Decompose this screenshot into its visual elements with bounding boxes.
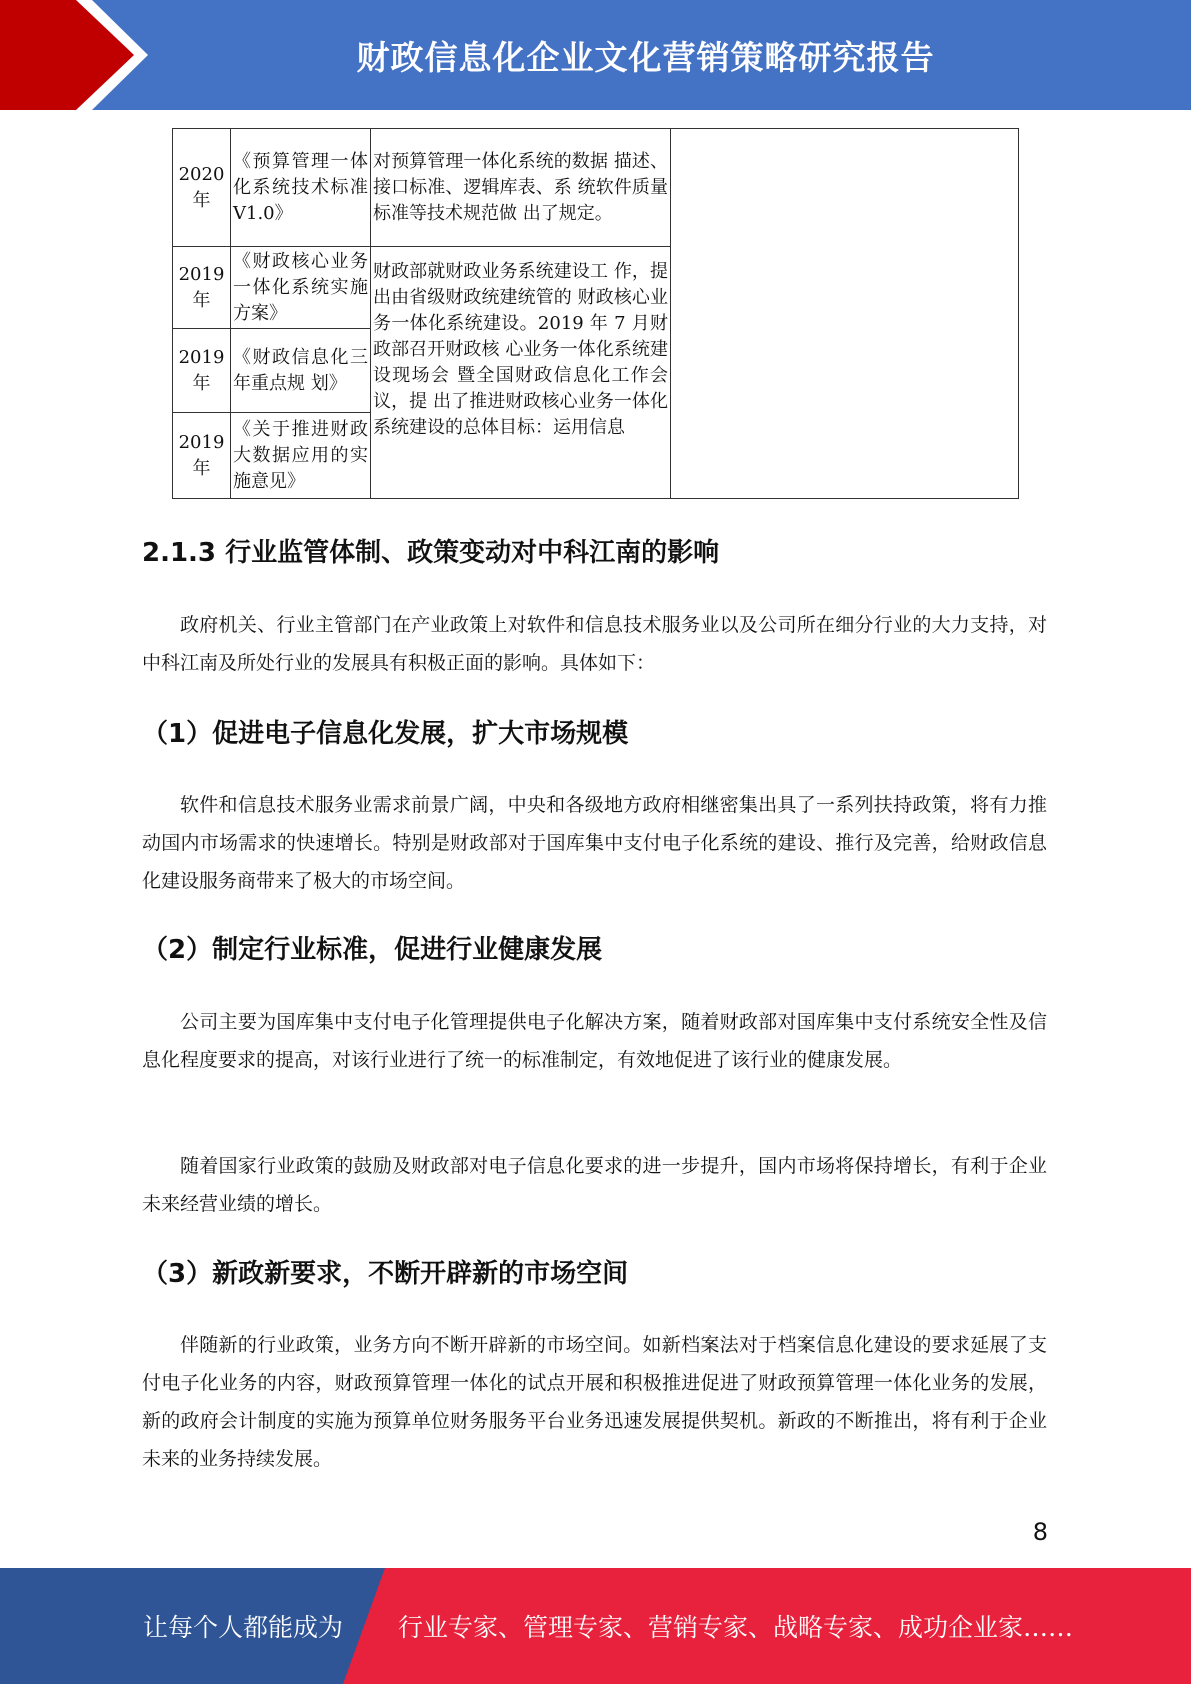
policy-desc-merged-cell: 财政部就财政业务系统建设工 作，提出由省级财政统建统管的 财政核心业务一体化系统建设。2019 年 7 月财政部召开财政核 心业务一体化系统建设现场会 暨全国财政信息化工作会议，提 出了推进财政核心业务一体化 系统建设的总体目标：运用信息 — [371, 247, 671, 499]
page-footer — [0, 1568, 1191, 1684]
policy-desc-cell: 对预算管理一体化系统的数据 描述、接口标准、逻辑库表、系 统软件质量标准等技术规范做 出了规定。 — [371, 129, 671, 247]
report-title: 财政信息化企业文化营销策略研究报告 — [356, 37, 935, 77]
subsection-3-paragraph: 伴随新的行业政策，业务方向不断开辟新的市场空间。如新档案法对于档案信息化建设的要求延展了支付电子化业务的内容，财政预算管理一体化的试点开展和积极推进促进了财政预算管理一体化业务的发展，新的政府会计制度的实施为预算单位财务服务平台业务迅速发展提供契机。新政的不断推出，将有利于企业未来的业务持续发展。 — [142, 1334, 1047, 1470]
subsection-heading-2: （2）制定行业标准，促进行业健康发展 — [142, 935, 603, 965]
year-cell: 2020年 — [173, 129, 231, 247]
page-number: 8 — [1032, 1518, 1048, 1546]
policy-name-cell: 《关于推进财政大数据应用的实施意见》 — [231, 413, 371, 499]
policy-name-cell: 《财政信息化三年重点规 划》 — [231, 329, 371, 413]
page-header — [0, 0, 1191, 110]
empty-cell — [671, 129, 1019, 499]
section-heading: 2.1.3 行业监管体制、政策变动对中科江南的影响 — [142, 538, 720, 568]
subsection-1-paragraph: 软件和信息技术服务业需求前景广阔，中央和各级地方政府相继密集出具了一系列扶持政策，将有力推动国内市场需求的快速增长。特别是财政部对于国库集中支付电子化系统的建设、推行及完善，给财政信息化建设服务商带来了极大的市场空间。 — [142, 794, 1047, 892]
subsection-heading-1: （1）促进电子信息化发展，扩大市场规模 — [142, 719, 629, 749]
policy-table — [172, 128, 1019, 499]
policy-name-cell: 《预算管理一体化系统技术标准 V1.0》 — [231, 129, 371, 247]
year-cell: 2019年 — [173, 329, 231, 413]
section-intro-paragraph: 政府机关、行业主管部门在产业政策上对软件和信息技术服务业以及公司所在细分行业的大力支持，对中科江南及所处行业的发展具有积极正面的影响。具体如下： — [142, 614, 1047, 674]
footer-slogan-right: 行业专家、管理专家、营销专家、战略专家、成功企业家…… — [398, 1613, 1074, 1642]
subsection-2-paragraph-2: 随着国家行业政策的鼓励及财政部对电子信息化要求的进一步提升，国内市场将保持增长，有利于企业未来经营业绩的增长。 — [142, 1155, 1047, 1215]
subsection-heading-3: （3）新政新要求，不断开辟新的市场空间 — [142, 1259, 629, 1289]
policy-name-cell: 《财政核心业务一体化系统实施方案》 — [231, 247, 371, 329]
subsection-2-paragraph-1: 公司主要为国库集中支付电子化管理提供电子化解决方案，随着财政部对国库集中支付系统安全性及信息化程度要求的提高，对该行业进行了统一的标准制定，有效地促进了该行业的健康发展。 — [142, 1011, 1047, 1071]
year-cell: 2019年 — [173, 247, 231, 329]
year-cell: 2019年 — [173, 413, 231, 499]
header-arrow-decoration — [0, 0, 150, 110]
footer-slogan-left: 让每个人都能成为 — [143, 1613, 344, 1642]
table-row — [173, 129, 1019, 247]
